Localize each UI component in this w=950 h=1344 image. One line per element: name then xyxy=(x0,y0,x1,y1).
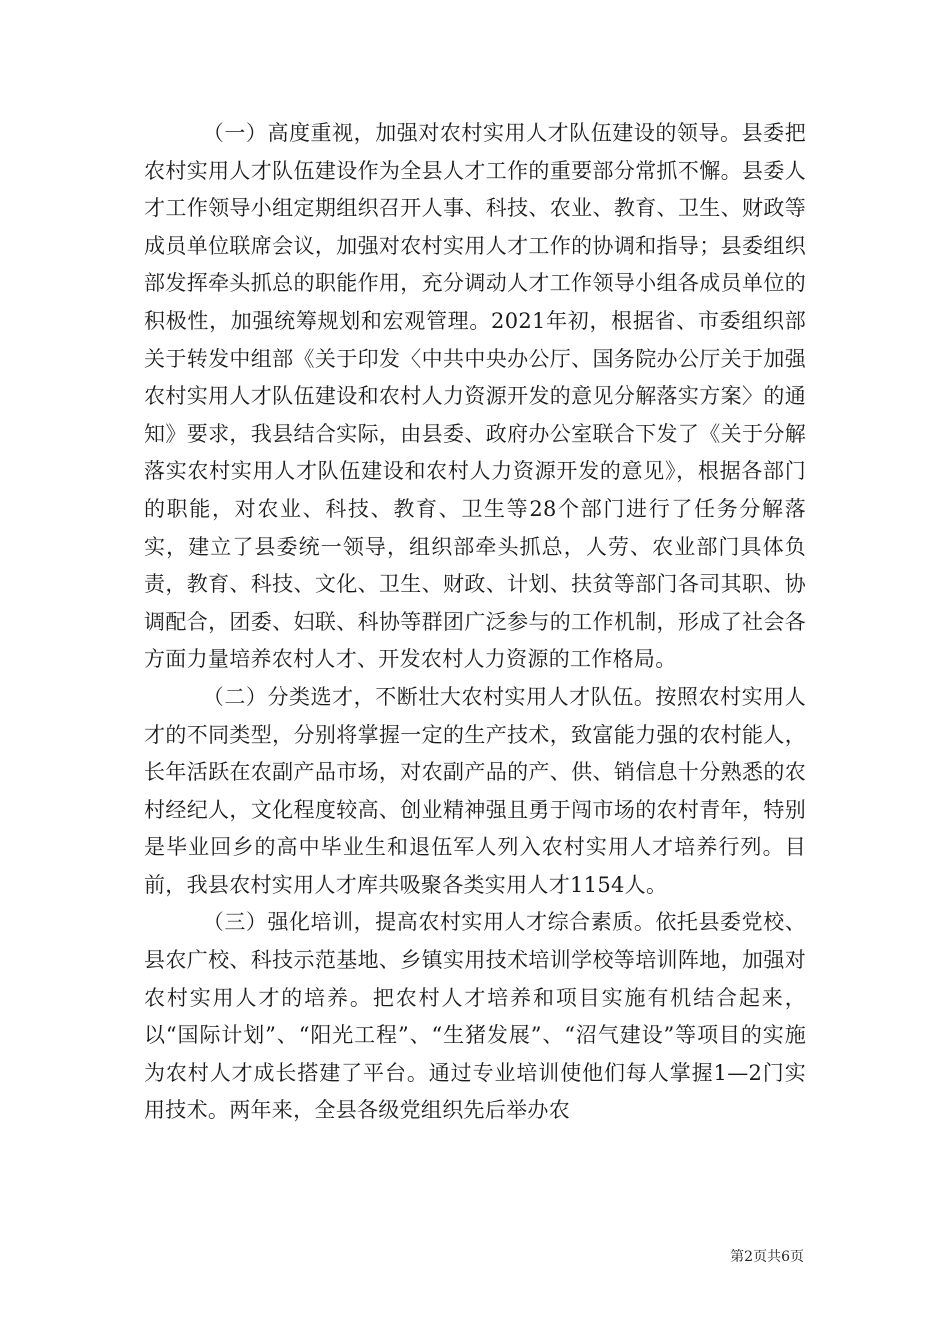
paragraph-talent-selection: （二）分类选才，不断壮大农村实用人才队伍。按照农村实用人才的不同类型，分别将掌握一定的生产技术，致富能力强的农村能人，长年活跃在农副产品市场，对农副产品的产、供、销信息十分熟悉的农村经纪人，文化程度较高、创业精神强且勇于闯市场的农村青年，特别是毕业回乡的高中毕业生和退伍军人列入农村实用人才培养行列。目前，我县农村实用人才库共吸聚各类实用人才1154人。 xyxy=(144,684,806,897)
paragraph-training: （三）强化培训，提高农村实用人才综合素质。依托县委党校、县农广校、科技示范基地、乡镇实用技术培训学校等培训阵地，加强对农村实用人才的培养。把农村人才培养和项目实施有机结合起来，以“国际计划”、“阳光工程”、“生猪发展”、“沼气建设”等项目的实施为农村人才成长搭建了平台。通过专业培训使他们每人掌握1—2门实用技术。两年来，全县各级党组织先后举办农 xyxy=(144,910,806,1123)
paragraph-leadership: （一）高度重视，加强对农村实用人才队伍建设的领导。县委把农村实用人才队伍建设作为全县人才工作的重要部分常抓不懈。县委人才工作领导小组定期组织召开人事、科技、农业、教育、卫生、财政等成员单位联席会议，加强对农村实用人才工作的协调和指导；县委组织部发挥牵头抓总的职能作用，充分调动人才工作领导小组各成员单位的积极性，加强统筹规划和宏观管理。2021年初，根据省、市委组织部关于转发中组部《关于印发〈中共中央办公厅、国务院办公厅关于加强农村实用人才队伍建设和农村人力资源开发的意见分解落实方案〉的通知》要求，我县结合实际，由县委、政府办公室联合下发了《关于分解落实农村实用人才队伍建设和农村人力资源开发的意见》，根据各部门的职能，对农业、科技、教育、卫生等28个部门进行了任务分解落实，建立了县委统一领导，组织部牵头抓总，人劳、农业部门具体负责，教育、科技、文化、卫生、财政、计划、扶贫等部门各司其职、协调配合，团委、妇联、科协等群团广泛参与的工作机制，形成了社会各方面力量培养农村人才、开发农村人力资源的工作格局。 xyxy=(144,121,806,672)
page-number-footer: 第2页共6页 xyxy=(730,1249,804,1265)
document-body xyxy=(144,115,806,1130)
